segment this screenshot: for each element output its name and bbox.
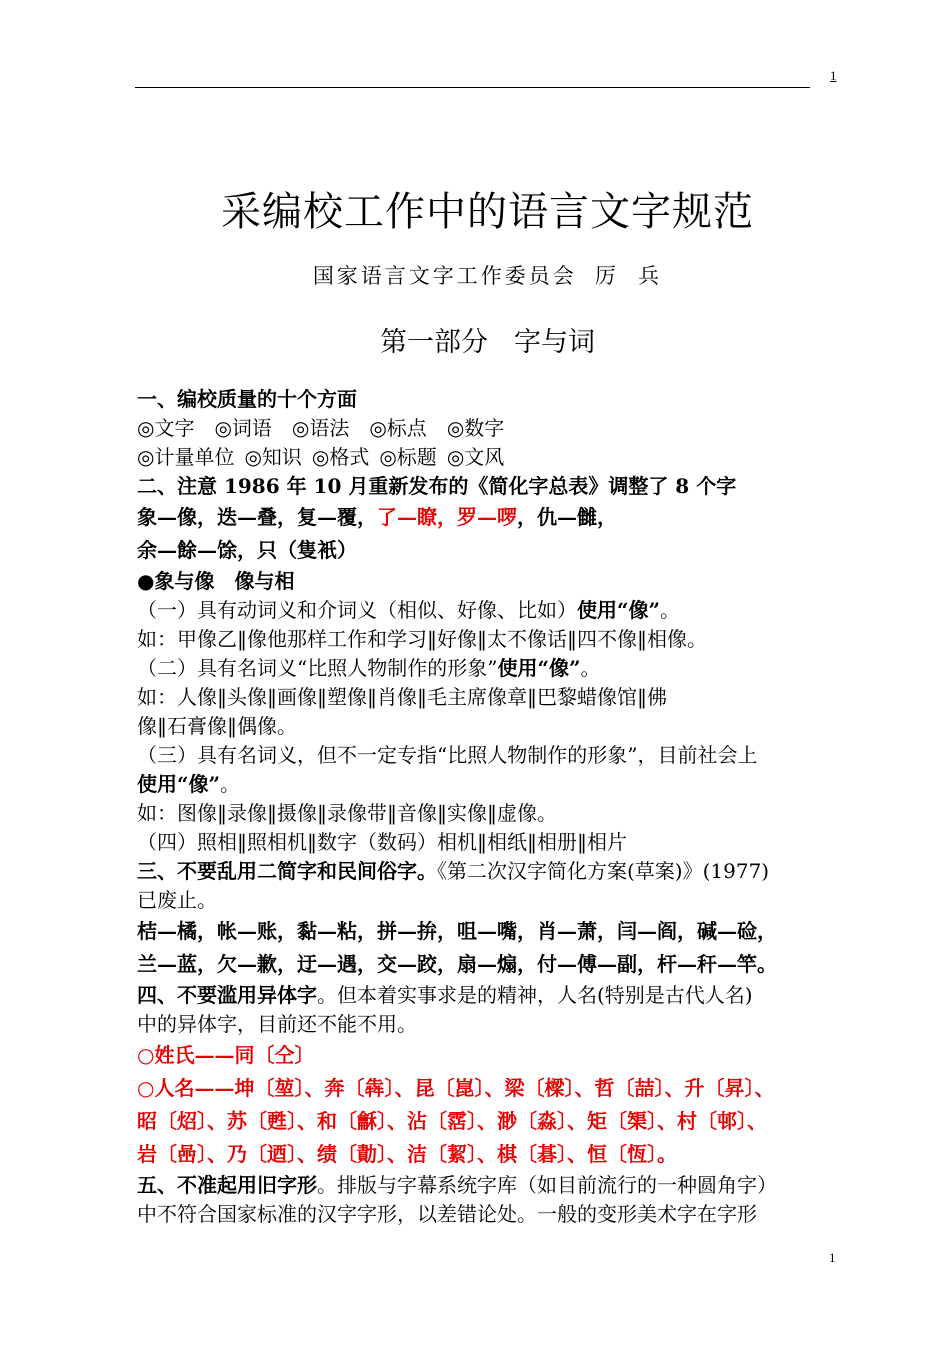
author-line bbox=[0, 260, 950, 290]
rule-emphasis: 使用“像” bbox=[137, 772, 221, 796]
usage-rule-3: （三）具有名词义，但不一定专指“比照人物制作的形象”，目前社会上 bbox=[137, 743, 758, 767]
part-subject: 字与词 bbox=[514, 327, 595, 358]
usage-rule-3-cont bbox=[137, 770, 837, 799]
char-pairs-line-2: 余—餘—馀，只（隻衹） bbox=[137, 538, 357, 562]
section-3-line-2: 已废止。 bbox=[137, 888, 217, 912]
section-4-text: 。但本着实事求是的精神，人名(特别是古代人名) bbox=[317, 983, 753, 1007]
variant-names-3: 岩〔喦〕、乃〔迺〕、绩〔勣〕、洁〔絜〕、棋〔碁〕、恒〔恆〕。 bbox=[137, 1142, 677, 1166]
quality-item: ◎文风 bbox=[446, 445, 505, 469]
section-3-text: 《第二次汉字简化方案(草案)》(1977) bbox=[437, 859, 770, 883]
usage-rule-4: （四）照相‖照相机‖数字（数码）相机‖相纸‖相册‖相片 bbox=[137, 830, 627, 854]
usage-example-3: 如：图像‖录像‖摄像‖录像带‖音像‖实像‖虚像。 bbox=[137, 801, 557, 825]
usage-example-2a: 如：人像‖头像‖画像‖塑像‖肖像‖毛主席像章‖巴黎蜡像馆‖佛 bbox=[137, 685, 667, 709]
rule-text: 。 bbox=[580, 656, 601, 680]
section-2-heading: 二、注意 1986 年 10 月重新发布的《简化字总表》调整了 8 个字 bbox=[137, 474, 737, 498]
document-title: 采编校工作中的语言文字规范 bbox=[221, 189, 754, 235]
section-3-line-1 bbox=[137, 857, 837, 886]
section-3-heading: 三、不要乱用二简字和民间俗字。 bbox=[137, 859, 437, 883]
header-page-number: 1 bbox=[830, 68, 837, 83]
section-5-heading: 五、不准起用旧字形 bbox=[137, 1173, 317, 1197]
quality-item: ◎词语 bbox=[214, 416, 272, 440]
section-4-line-1 bbox=[137, 981, 837, 1010]
quality-item: ◎文字 bbox=[137, 416, 195, 440]
char-pairs-text: ，仇—雠， bbox=[517, 505, 617, 529]
usage-rule-1 bbox=[137, 596, 837, 625]
quality-row-2 bbox=[137, 443, 837, 472]
section-1-heading: 一、编校质量的十个方面 bbox=[137, 387, 357, 411]
usage-example-2b: 像‖石膏像‖偶像。 bbox=[137, 714, 297, 738]
section-4-line-2: 中的异体字，目前还不能不用。 bbox=[137, 1012, 417, 1036]
body-content bbox=[137, 385, 837, 1229]
part-heading bbox=[0, 320, 950, 359]
variant-names-1: ○人名——坤〔堃〕、奔〔犇〕、昆〔崑〕、梁〔樑〕、哲〔喆〕、升〔昇〕、 bbox=[137, 1076, 775, 1100]
bullet-heading: ●象与像 像与相 bbox=[137, 569, 295, 593]
section-4-heading: 四、不要滥用异体字 bbox=[137, 983, 317, 1007]
section-5-line-2: 中不符合国家标准的汉字字形，以差错论处。一般的变形美术字在字形 bbox=[137, 1202, 757, 1226]
quality-item: ◎计量单位 bbox=[137, 445, 235, 469]
section-5-line-1 bbox=[137, 1171, 837, 1200]
variant-surname: ○姓氏——同〔仝〕 bbox=[137, 1043, 315, 1067]
rule-text: （二）具有名词义“比照人物制作的形象” bbox=[137, 656, 498, 680]
rule-emphasis: 使用“像” bbox=[497, 656, 581, 680]
quality-row-1 bbox=[137, 414, 837, 443]
simplified-examples-2: 兰—蓝，欠—歉，迂—遇，交—跤，扇—煽，付—傅—副，杆—秆—竿。 bbox=[137, 952, 777, 976]
part-label: 第一部分 bbox=[380, 327, 488, 358]
usage-rule-2 bbox=[137, 654, 837, 683]
variant-names-2: 昭〔炤〕、苏〔甦〕、和〔龢〕、沾〔霑〕、渺〔淼〕、矩〔榘〕、村〔邨〕、 bbox=[137, 1109, 767, 1133]
quality-item: ◎数字 bbox=[446, 416, 505, 440]
char-pairs-line-1 bbox=[137, 501, 837, 534]
quality-item: ◎知识 bbox=[244, 445, 302, 469]
rule-text: （一）具有动词义和介词义（相似、好像、比如） bbox=[137, 598, 577, 622]
author-name: 厉 兵 bbox=[594, 264, 663, 288]
quality-item: ◎格式 bbox=[311, 445, 370, 469]
footer-page-number: 1 bbox=[829, 1250, 836, 1265]
quality-item: ◎标点 bbox=[369, 416, 427, 440]
rule-text: 。 bbox=[220, 772, 241, 796]
usage-example-1: 如：甲像乙‖像他那样工作和学习‖好像‖太不像话‖四不像‖相像。 bbox=[137, 627, 707, 651]
quality-item: ◎语法 bbox=[291, 416, 350, 440]
simplified-examples-1: 桔—橘，帐—账，黏—粘，拼—拚，咀—嘴，肖—萧，闫—阎，碱—硷， bbox=[137, 919, 777, 943]
section-5-text: 。排版与字幕系统字库（如目前流行的一种圆角字） bbox=[317, 1173, 777, 1197]
rule-emphasis: 使用“像” bbox=[577, 598, 661, 622]
author-org: 国家语言文字工作委员会 bbox=[312, 264, 577, 288]
quality-item: ◎标题 bbox=[379, 445, 437, 469]
header-rule bbox=[135, 87, 810, 88]
char-pairs-text: 象—像，迭—叠，复—覆， bbox=[137, 505, 377, 529]
rule-text: 。 bbox=[660, 598, 681, 622]
char-pairs-highlight: 了—瞭，罗—啰 bbox=[377, 505, 517, 529]
